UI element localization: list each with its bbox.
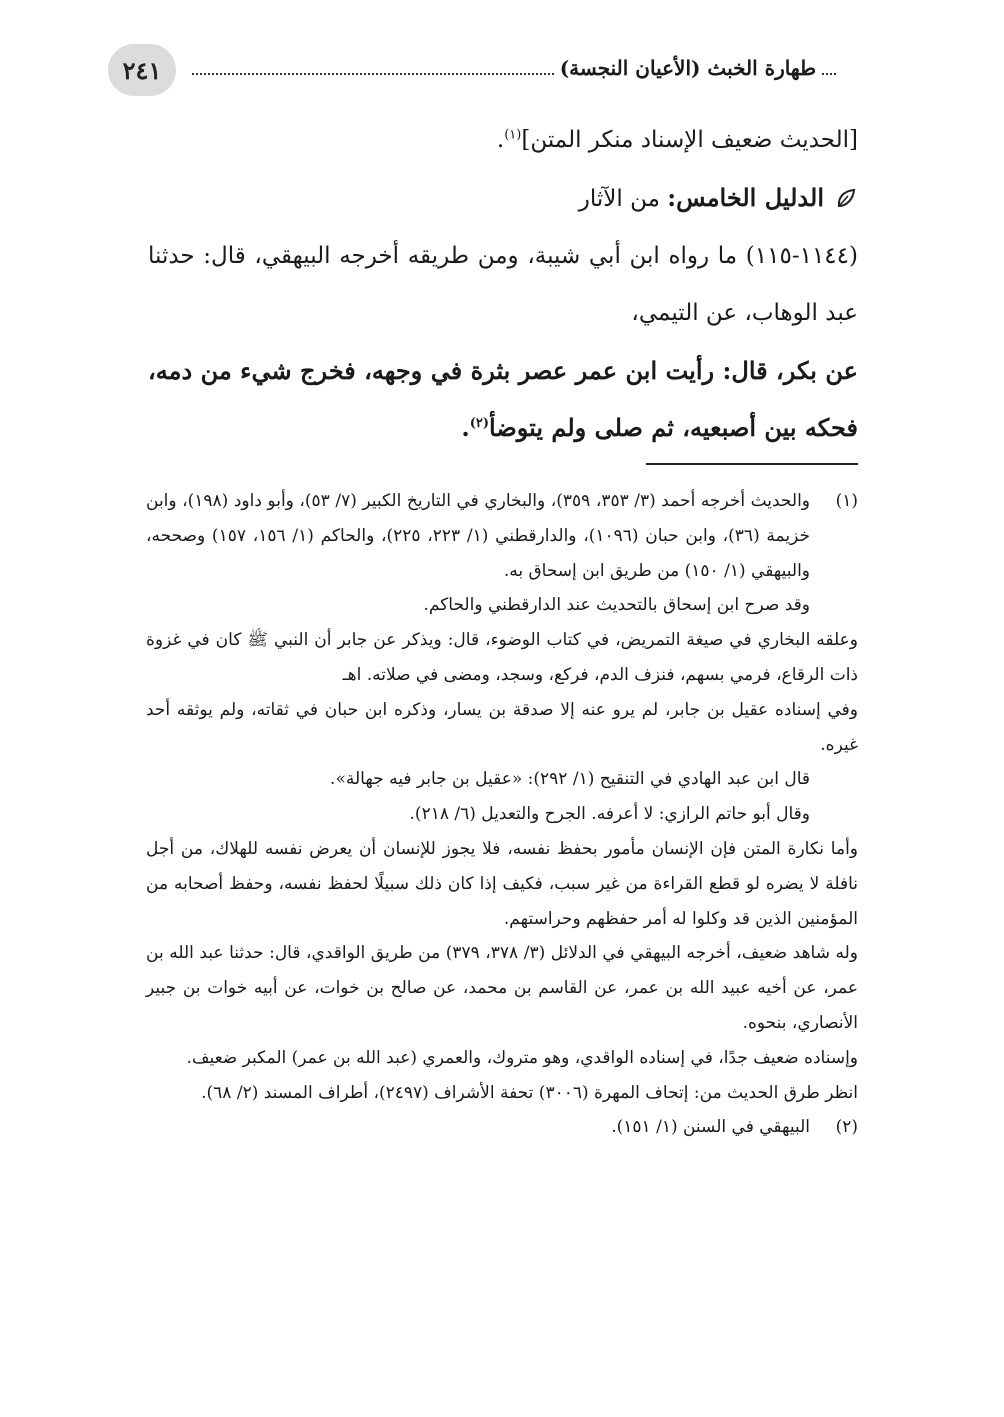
heading-rest: من الآثار	[578, 186, 668, 212]
footnote-number: (١)	[835, 491, 858, 511]
running-head	[186, 50, 842, 86]
leaf-ornament-icon	[834, 187, 858, 211]
running-title: طهارة الخبث (الأعيان النجسة)	[559, 56, 816, 80]
footnote-paragraph: وفي إسناده عقيل بن جابر، لم يرو عنه إلا صدقة بن يسار، وذكره ابن حبان في ثقاته، ولم يوثقه أحد غيره.	[146, 699, 858, 755]
footnotes	[146, 484, 858, 1145]
footnote-paragraph: وعلقه البخاري في صيغة التمريض، في كتاب الوضوء، قال: ويذكر عن جابر أن النبي ﷺ كان في غزوة ذات الرقاع، فرمي بسهم، فنزف الدم، فركع، وسجد، ومضى في صلاته. اهـ	[146, 630, 858, 685]
footnote-number: (٢)	[835, 1117, 858, 1138]
ruling-line: [الحديث ضعيف الإسناد منكر المتن]$^{(١)}$.	[496, 127, 858, 153]
footnote-text: والحديث أخرجه أحمد (٣/ ٣٥٣، ٣٥٩)، والبخاري في التاريخ الكبير (٧/ ٥٣)، وأبو داود (١٩٨)، وابن خزيمة (٣٦)، وابن حبان (١٠٩٦)، والدارقطني (١/ ٢٢٣، ٢٢٥)، والحاكم (١/ ١٥٦، ١٥٧) وصححه، والبيهقي (١/ ١٥٠) من طريق ابن إسحاق به.	[146, 491, 811, 581]
footnote-ref-1[interactable]: (١)	[504, 127, 522, 143]
page-number: ٢٤١	[108, 44, 176, 96]
header-dots-left	[192, 73, 554, 75]
footnote-paragraph: وقد صرح ابن إسحاق بالتحديث عند الدارقطني والحاكم.	[423, 595, 810, 616]
footnote-text: البيهقي في السنن (١/ ١٥١).	[611, 1117, 810, 1138]
footnote-paragraph: وإسناده ضعيف جدًا، في إسناده الواقدي، وهو متروك، والعمري (عبد الله بن عمر) المكبر ضعيف.	[186, 1047, 858, 1068]
footnote-paragraph: وأما نكارة المتن فإن الإنسان مأمور بحفظ نفسه، فلا يجوز للإنسان أن يعرض نفسه للهلاك، من أجل نافلة لا يضره لو قطع القراءة من غير سبب، فكيف إذا كان ذلك سبيلًا لحفظ نفسه، وحفظ أصحابه من المؤمنين الذين قد وكلوا له أمر حفظهم وحراستهم.	[146, 838, 858, 929]
evidence-heading	[148, 169, 858, 228]
main-text	[148, 112, 858, 456]
narration-text: عن بكر، قال: رأيت ابن عمر عصر بثرة في وجهه، فخرج شيء من دمه، فحكه بين أصبعيه، ثم صلى ولم يتوضأ$^{(٢)}$.	[148, 356, 858, 442]
narration-chain: (١١٤٤-١١٥) ما رواه ابن أبي شيبة، ومن طريقه أخرجه البيهقي، قال: حدثنا عبد الوهاب، عن التيمي،	[148, 243, 858, 326]
footnote-2	[146, 1110, 858, 1145]
footnote-paragraph: وله شاهد ضعيف، أخرجه البيهقي في الدلائل (٣/ ٣٧٨، ٣٧٩) من طريق الواقدي، قال: حدثنا عبد الله بن عمر، عن أخيه عبيد الله بن عمر، عن القاسم بن محمد، عن صالح بن خوات، عن أبيه خوات بن جبير الأنصاري، بنحوه.	[146, 943, 858, 1033]
footnote-paragraph: وقال أبو حاتم الرازي: لا أعرفه. الجرح والتعديل (٦/ ٢١٨).	[409, 804, 810, 825]
footnote-paragraph: انظر طرق الحديث من: إتحاف المهرة (٣٠٠٦) تحفة الأشراف (٢٤٩٧)، أطراف المسند (٢/ ٦٨).	[201, 1082, 858, 1103]
footnote-1	[146, 484, 858, 588]
footnote-ref-2[interactable]: (٢)	[469, 416, 489, 431]
footnote-paragraph: قال ابن عبد الهادي في التنقيح (١/ ٢٩٢): «عقيل بن جابر فيه جهالة».	[330, 769, 810, 790]
header-dots-right	[822, 73, 836, 75]
footnote-separator	[646, 463, 858, 465]
heading-bold: الدليل الخامس:	[667, 183, 824, 212]
